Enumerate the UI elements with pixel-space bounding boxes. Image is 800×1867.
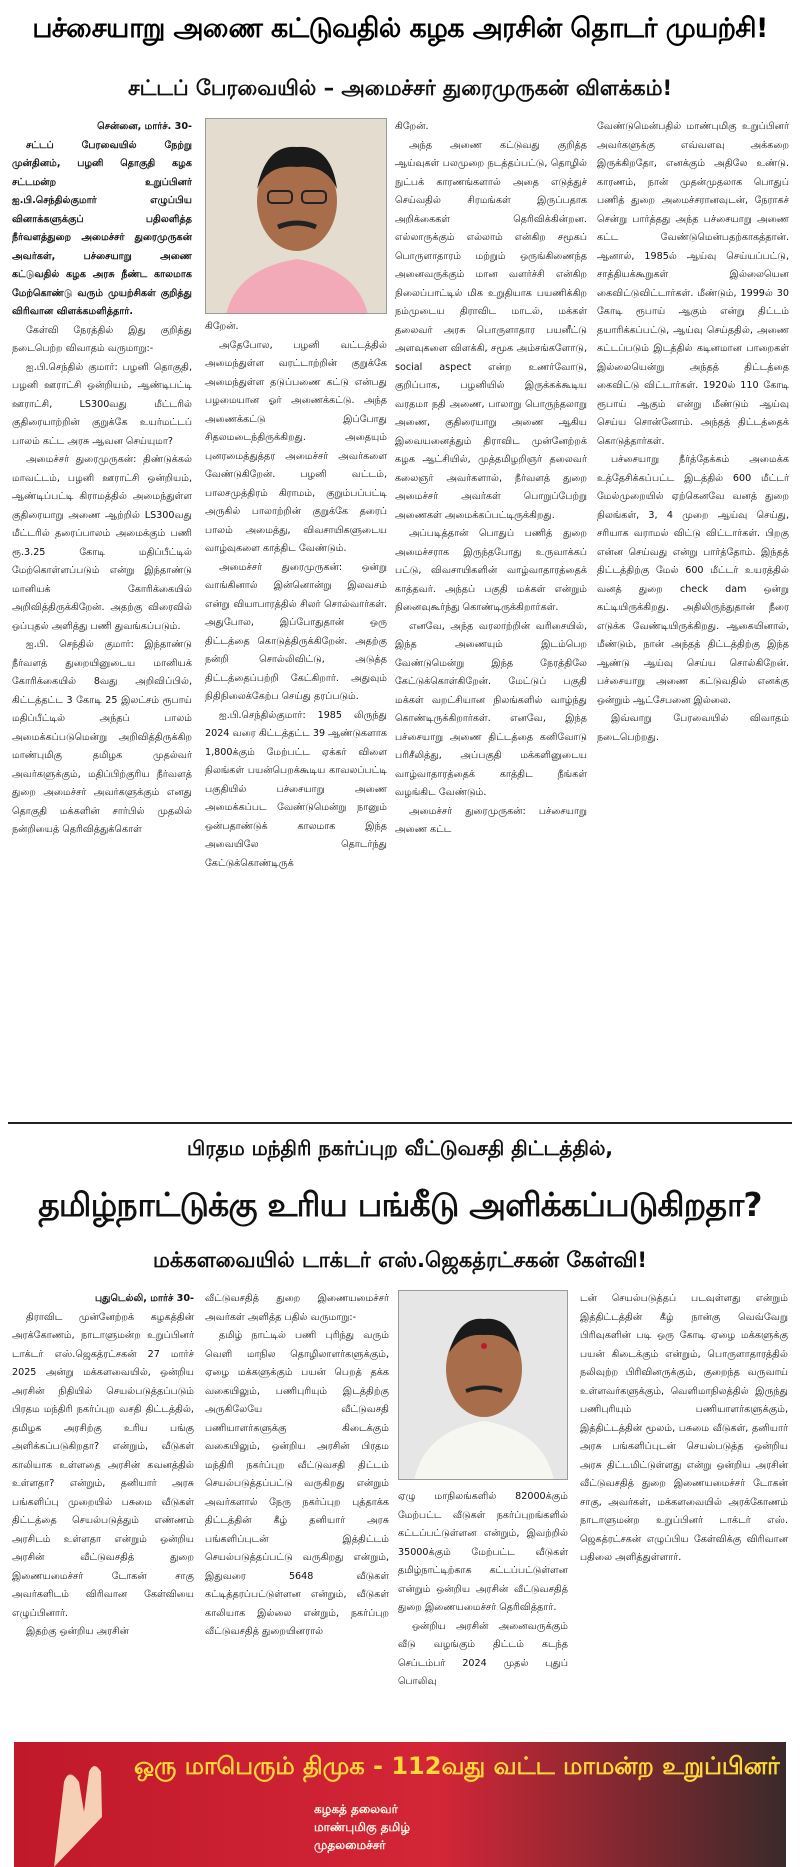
paragraph: சட்டப் பேரவையில் நேற்று முன்தினம், பழனி தொகுதி கழக சட்டமன்ற உறுப்பினர் ஐ.பி.செந்தில்குமார் எழுப்பிய வினாக்களுக்குப் பதிலளித்த நீர்வளத்துறை அமைச்சர் துரைமுருகன் அவர்கள், பச்சையாறு அணை கட்டுவதில் கழக அரசு நீண்ட காலமாக மேற்கொண்டு வரும் முயற்சிகள் குறித்து விரிவான விளக்கமளித்தார். xyxy=(12,139,192,317)
portrait-image xyxy=(399,1291,568,1480)
paragraph: அமைச்சர் துரைமுருகன்: பச்சையாறு அணை கட்ட xyxy=(395,805,587,835)
subheadline: மக்களவையில் டாக்டர் எஸ்.ஜெகத்ரட்சகன் கேள்வி! xyxy=(152,1248,648,1272)
article2-column-2 xyxy=(205,1290,389,1735)
paragraph: இவ்வாறு பேரவையில் விவாதம் நடைபெற்றது. xyxy=(597,713,789,743)
kicker: பிரதம மந்திரி நகர்ப்புற வீட்டுவசதி திட்டத்தில், xyxy=(186,1136,614,1160)
article-divider xyxy=(8,1122,792,1124)
paragraph: தமிழ் நாட்டில் பணி புரிந்து வரும் வெளி மாநில தொழிலாளர்களுக்கும், ஏழை மக்களுக்கும் பயன் பெறத் தக்க வகையிலும், பணிபுரியும் இடத்திற்கு அருகிலேயே வீட்டுவசதி பணியாளர்களுக்கு கிடைக்கும் வகையிலும், ஒன்றிய அரசின் பிரதம மந்திரி நகர்ப்புற வீட்டுவசதி திட்டம் செயல்படுத்தப்பட்டு வருகிறது என்றும் அவர்களால் நேரு நகர்ப்புற புத்தாக்க திட்டத்தின் கீழ் தனியார் அரசு பங்களிப்புடன் இத்திட்டம் செயல்படுத்தப்பட்டு வருகிறது என்றும், இதுவரை 5648 வீடுகள் கட்டித்தரப்பட்டுள்ளன என்றும், வீடுகள் காலியாக இல்லை என்றும், நகர்ப்புற வீட்டுவசதித் துறையினரால் xyxy=(205,1330,389,1637)
dateline: சென்னை, மார்ச். 30- xyxy=(97,121,192,132)
article1-column-3 xyxy=(395,118,587,1118)
paragraph: வீட்டுவசதித் துறை இணையமைச்சர் அவர்கள் அளித்த பதில் வருமாறு:- xyxy=(205,1293,389,1323)
paragraph: ஐ.பி.செந்தில் குமார்: பழனி தொகுதி, பழனி ஊராட்சி ஒன்றியம், ஆண்டிபட்டி ஊராட்சி, LS300வது மீட்டரில் குதிரையாற்றின் குறுக்கே உயர்மட்டப் பாலம் கட்ட அரசு ஆவன செய்யுமா? xyxy=(12,361,192,447)
photo-mp xyxy=(398,1290,568,1480)
banner-lines xyxy=(314,1800,410,1854)
paragraph: அமைச்சர் துரைமுருகன்: ஒன்று வாங்கினால் இன்னொன்று இலவசம் என்று வியாபாரத்தில் சிலர் சொல்வார்கள். அதுபோல, இப்போதுதான் ஒரு திட்டத்தை கொடுத்திருக்கிறேன். அதற்கு நன்றி சொல்லிவிட்டு, அடுத்த திட்டத்தைப்பற்றி கேட்கிறார். அதுவும் நிதிநிலைக்கேற்ப செய்து தரப்படும். xyxy=(205,561,387,702)
event-banner-photo xyxy=(14,1742,786,1867)
headline: தமிழ்நாட்டுக்கு உரிய பங்கீடு அளிக்கப்படுகிறதா? xyxy=(38,1185,762,1224)
article1-column-2 xyxy=(205,318,387,1118)
headline: பச்சையாறு அணை கட்டுவதில் கழக அரசின் தொடர் முயற்சி! xyxy=(32,13,768,44)
paragraph: எனவே, அந்த வரலாற்றின் வரிசையில், இந்த அணையும் இடம்பெற வேண்டுமென்று இந்த நேரத்திலே கேட்டுக்கொள்கிறேன். மேட்டுப் பகுதி மக்கள் வறட்சியான நிலங்களில் வாழ்ந்து கொண்டிருக்கிறார்கள். எனவே, இந்த பச்சையாறு அணை திட்டத்தை கனிவோடு பரிசீலித்து, அப்பகுதி மக்களினுடைய வாழ்வாதாரத்தைக் காத்திட நீங்கள் வழங்கிட வேண்டும். xyxy=(395,620,587,798)
article2-column-3 xyxy=(398,1488,568,1738)
article1-column-4 xyxy=(597,118,789,1118)
paragraph: அதேபோல, பழனி வட்டத்தில் அமைந்துள்ள வரட்டாற்றின் குறுக்கே அமைந்துள்ள தடுப்பணை கட்டு என்பது பழமையான ஓர் அணைக்கட்டு. அந்த அணைக்கட்டு இப்போது சிதலமடைந்திருக்கிறது. அதையும் புனரமைத்துத்தர அமைச்சர் அவர்களை வேண்டுகிறேன். பழனி வட்டம், பாலசமுத்திரம் கிராமம், குறும்பப்பட்டி அருகில் பாலாற்றின் குறுக்கே தரைப் பாலம் அமைத்து, விவசாயிகளுடைய வாழ்வுகளை காத்திட வேண்டும். xyxy=(205,339,387,554)
hand-icon xyxy=(34,1742,134,1867)
article1-column-1 xyxy=(12,118,192,1118)
subheadline: சட்டப் பேரவையில் – அமைச்சர் துரைமுருகன் விளக்கம்! xyxy=(127,76,673,100)
paragraph: டன் செயல்படுத்தப் படவுள்ளது என்றும் இத்திட்டத்தின் கீழ் நான்கு வெவ்வேறு பிரிவுகளின் படி ஒரு கோடி ஏழை மக்களுக்கு பயன் கிடைக்கும் என்றும், பொருளாதாரத்தில் நலிவுற்ற பிரிவினருக்கும், குறைந்த வருவாய் உள்ளவர்களுக்கும், வெளிமாநிலத்தில் இருந்து பணிபுரியும் பணியாளர்களுக்கும், இத்திட்டத்தின் மூலம், பசுமை வீடுகள், தனியார் அரசு பங்களிப்புடன் செயல்படுத்த ஒன்றிய அரசு திட்டமிட்டுள்ளது என்று ஒன்றிய அரசின் வீட்டுவசதித் துறை இணையமைச்சர் டோகன் சாகு, அவர்கள், மக்களவையில் அரக்கோணம் நாடாளுமன்ற உறுப்பினர் டாக்டர் எஸ். ஜெகத்ரட்சகன் எழுப்பிய கேள்விக்கு விரிவான பதிலை அளித்துள்ளார். xyxy=(580,1293,788,1563)
paragraph: ஒன்றிய அரசின் அனைவருக்கும் வீடு வழங்கும் திட்டம் கடந்த செப்டம்பர் 2024 முதல் புதுப் பொலிவு xyxy=(398,1620,568,1687)
paragraph: அந்த அணை கட்டுவது குறித்த ஆய்வுகள் பலமுறை நடத்தப்பட்டு, தொழில் நுட்பக் காரணங்களால் அதை எடுத்துச் செய்வதில் சிரமங்கள் இருப்பதாக அறிக்கைகள் தெரிவிக்கின்றன. எல்லாருக்கும் எல்லாம் என்கிற சமூகப் பொருளாதாரம் மற்றும் ஒருங்கிணைந்த அனைவருக்கும் மான வளர்ச்சி என்கிற நிலைப்பாட்டில் மிக உறுதியாக பயணிக்கிற நம்முடைய திராவிட மாடல், மக்கள் தலைவர் அரசு பொருளாதார பயனீட்டு அளவுகளை விளக்கி, சமூக அம்சங்களோடு, social aspect என்ற உணர்வோடு, குறிப்பாக, பழனியில் இருக்கக்கூடிய வரதமா நதி அணை, பாலாறு பொருந்தலாறு அணை, குதிரையாறு அணை ஆகிய இவையனைத்தும் திராவிட முன்னேற்றக் கழக ஆட்சியில், முத்தமிழறிஞர் தலைவர் கலைஞர் அவர்களால், நீர்வளத் துறை அமைச்சர் அவர்கள் பொறுப்பேற்று அணைகள் அமைக்கப்பட்டிருக்கிறது. xyxy=(395,139,587,521)
paragraph: கிறேன். xyxy=(395,121,429,132)
article2-column-1 xyxy=(12,1290,194,1735)
paragraph: இதற்கு ஒன்றிய அரசின் xyxy=(26,1626,129,1637)
paragraph: கேள்வி நேரத்தில் இது குறித்து நடைபெற்ற விவாதம் வருமாறு:- xyxy=(12,324,192,354)
paragraph: வேண்டுமென்பதில் மாண்புமிகு உறுப்பினர் அவர்களுக்கு எவ்வளவு அக்கறை இருக்கிறதோ, எனக்கும் அதிலே உண்டு. காரணம், நான் முதன்முதலாக பொதுப் பணித் துறை அமைச்சரானவுடன், நேராகச் சென்று பார்த்தது அந்த பச்சையாறு அணை கட்ட வேண்டுமென்பதற்காகத்தான். ஆனால், 1985ல் ஆய்வு செய்யப்பட்டு, சாத்தியக்கூறுகள் இல்லையென கைவிட்டுவிட்டார்கள். மீண்டும், 1999ல் 30 கோடி ரூபாய் ஆகும் என்று திட்டம் தயாரிக்கப்பட்டு, ஆய்வு செய்ததில், அணை கட்டப்படும் இடத்தில் கடினமான பாறைகள் இல்லையென்று அந்தத் திட்டத்தை கைவிட்டு விட்டார்கள். 1920ல் 110 கோடி ரூபாய் ஆகும் என்று மீண்டும் ஆய்வு செய்ய சொன்னோம். அந்தத் திட்டத்தைக் கொடுத்தார்கள். xyxy=(597,121,789,447)
banner-line: முதலமைச்சர் xyxy=(314,1838,386,1852)
banner-headline: ஒரு மாபெரும் திமுக - 112வது வட்ட மாமன்ற உறுப்பினர் xyxy=(134,1752,780,1780)
dateline: புதுடெல்லி, மார்ச் 30- xyxy=(94,1293,194,1304)
paragraph: ஏழு மாநிலங்களில் 82000க்கும் மேற்பட்ட வீடுகள் நகர்ப்புறங்களில் கட்டப்பட்டுள்ளன என்றும், இவற்றில் 35000க்கும் மேற்பட்ட வீடுகள் தமிழ்நாட்டிற்காக கட்டப்பட்டுள்ளன என்றும் ஒன்றிய அரசின் வீட்டுவசதித் துறை இணையமைச்சர் தெரிவித்தார். xyxy=(398,1491,568,1613)
banner-line: மாண்புமிகு தமிழ் xyxy=(314,1820,410,1834)
paragraph: திராவிட முன்னேற்றக் கழகத்தின் அரக்கோணம், நாடாளுமன்ற உறுப்பினர் டாக்டர் எஸ்.ஜெகத்ரட்சகன் 27 மார்ச் 2025 அன்று மக்களவையில், ஒன்றிய அரசின் நிதியில் செயல்படுத்தப்படும் பிரதம மந்திரி நகர்ப்புற வசதி திட்டத்தில், தமிழக அரசிற்கு உரிய பங்கு அளிக்கப்படுகிறதா? என்றும், வீடுகள் காலியாக உள்ளதை அரசின் கவனத்தில் உள்ளதா? என்றும், தனியார் அரசு பங்களிப்பு முறையில் பசுமை வீடுகள் திட்டத்தை செயல்படுத்தும் எண்ணம் அரசிடம் உள்ளதா என்றும் ஒன்றிய அரசின் வீட்டுவசதித் துறை இணையமைச்சர் டோகன் சாகு அவர்களிடம் விரிவான கேள்வியை எழுப்பினார். xyxy=(12,1311,194,1619)
paragraph: ஐ.பி. செந்தில் குமார்: இந்தாண்டு நீர்வளத் துறையினுடைய மானியக் கோரிக்கையில் 8வது அறிவிப்பில், கிட்டத்தட்ட 3 கோடி 25 இலட்சம் ரூபாய் மதிப்பீட்டில் அந்தப் பாலம் அமைக்கப்படுமென்று அறிவித்திருக்கிற மாண்புமிகு தமிழக முதல்வர் அவர்களுக்கும், மதிப்பிற்குரிய நீர்வளத் துறை அமைச்சர் அவர்களுக்கும் எனது தொகுதி மக்களின் சார்பில் முதலில் நன்றியைத் தெரிவித்துக்கொள் xyxy=(12,639,192,835)
paragraph: கிறேன். xyxy=(205,321,239,332)
banner-line: கழகத் தலைவர் xyxy=(314,1802,398,1816)
article2-column-4 xyxy=(580,1290,788,1735)
paragraph: அப்படித்தான் பொதுப் பணித் துறை அமைச்சராக இருந்தபோது உருவாக்கப் பட்டு, விவசாயிகளின் வாழ்வாதாரத்தைக் காத்தவர். அந்தப் பகுதி மக்கள் என்றும் நினைவுகூர்ந்து கொண்டிருக்கிறார்கள். xyxy=(395,528,587,613)
portrait-image xyxy=(206,119,387,314)
photo-minister xyxy=(205,118,387,314)
paragraph: அமைச்சர் துரைமுருகன்: திண்டுக்கல் மாவட்டம், பழனி ஊராட்சி ஒன்றியம், ஆண்டிப்பட்டி கிராமத்தில் அமைந்துள்ள குதிரையாறு அணை ஆற்றில் LS300வது மீட்டரில் தரைப்பாலம் அமைக்கும் பணி ரூ.3.25 கோடி மதிப்பீட்டில் மேற்கொள்ளப்படும் என்று இந்தாண்டு மானியக் கோரிக்கையில் அறிவித்திருக்கிறேன். அதற்கு விரைவில் ஒப்புதல் அளித்து பணி துவங்கப்படும். xyxy=(12,454,192,632)
paragraph: ஐ.பி.செந்தில்குமார்: 1985 லிருந்து 2024 வரை கிட்டத்தட்ட 39 ஆண்டுகளாக 1,800க்கும் மேற்பட்ட ஏக்கர் விளை நிலங்கள் பயன்பெறக்கூடிய காவலப்பட்டி பகுதியில் பச்சையாறு அணை அமைக்கப்பட வேண்டுமென்று நானும் ஒன்பதாண்டுக் காலமாக இந்த அவையிலே தொடர்ந்து கேட்டுக்கொண்டிருக் xyxy=(205,709,387,869)
paragraph: பச்சையாறு நீர்த்தேக்கம் அமைக்க உத்தேசிக்கப்பட்ட இடத்தில் 600 மீட்டர் மேல்முறையில் ஏற்கெனவே வனத் துறை நிலங்கள், 3, 4 முறை ஆய்வு செய்து, சரியாக வராமல் விட்டு விட்டார்கள். பிறகு என்ன செய்வது என்று பார்த்தோம். இந்தத் திட்டத்திற்கு மேல் 600 மீட்டர் உயரத்தில் வனத் துறை check dam ஒன்று கட்டியிருக்கிறது. அதிலிருந்துதான் நீரை எடுக்க வேண்டியிருக்கிறது. ஆகையினால், மீண்டும், நான் அந்தத் திட்டத்திற்கு இந்த ஆண்டு ஆய்வு செய்ய சொல்கிறேன். பச்சையாறு அணை கட்டுவதில் எனக்கு ஒன்றும் ஆட்சேபனை இல்லை. xyxy=(597,454,789,706)
